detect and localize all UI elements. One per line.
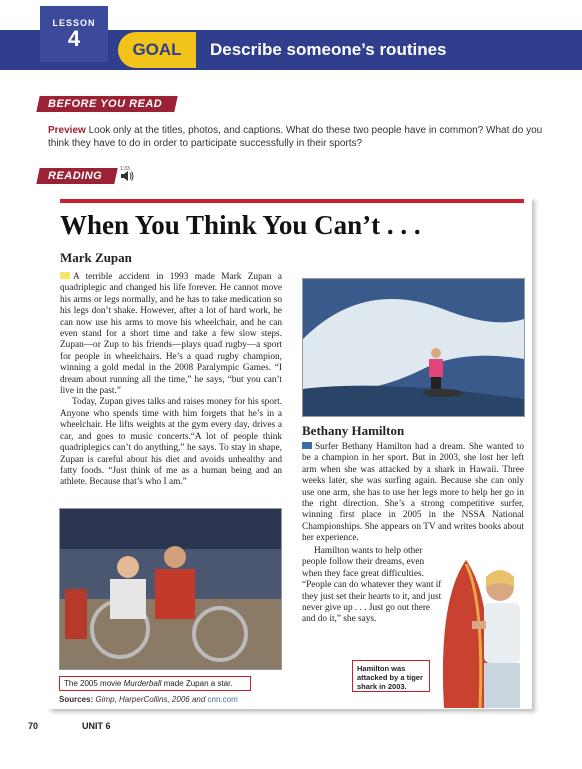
photo1-caption: The 2005 movie Murderball made Zupan a star. (59, 676, 251, 691)
before-you-read-tag (36, 96, 178, 112)
reading-tag (36, 168, 118, 184)
page-number: 70 (28, 721, 39, 731)
person2-body-continued (302, 546, 442, 626)
article-title: When You Think You Can’t . . . (60, 210, 421, 240)
preview-text (48, 124, 553, 150)
yellow-marker-icon (60, 272, 70, 279)
blue-marker-icon (302, 442, 312, 449)
lesson-label: LESSON (52, 18, 96, 28)
reading-label: READING (48, 170, 103, 182)
lesson-badge (40, 6, 108, 62)
audio-track-number: 1:33 (120, 166, 130, 172)
lesson-number: 4 (67, 26, 81, 51)
before-you-read-label: BEFORE YOU READ (48, 98, 163, 110)
person1-body (60, 272, 282, 489)
sources-label: Sources: (59, 695, 94, 704)
unit-label: UNIT 6 (82, 721, 111, 731)
speaker-icon[interactable] (120, 170, 134, 182)
person2-paragraph: Surfer Bethany Hamilton had a dream. She wanted to be a champion in her sport. But in 2003, she lost her left arm when she was attacked by a shark in Hawaii. Three weeks later, she was surfing again. Because she can only use one arm, she has to use her legs more to help her go in the right direction. She’s a strong competitive surfer, winning first place in 2005 in the NSSA National Championships. She appears on TV and writes books about her experience. (302, 442, 524, 544)
sources-line (59, 695, 238, 704)
preview-label: Preview (48, 125, 86, 136)
sources-link[interactable]: cnn.com (207, 695, 238, 704)
person1-name: Mark Zupan (60, 250, 132, 265)
goal-label: GOAL (118, 32, 196, 68)
person2-paragraph: Hamilton wants to help other people follow their dreams, even when they face great difficulties. “People can do whatever they want if they just set their hearts to it, and just never give up . . . Just go out there and do it,” she says. (302, 546, 442, 625)
person2-name: Bethany Hamilton (302, 423, 405, 438)
surfing-photo (302, 278, 525, 417)
person1-paragraph: A terrible accident in 1993 made Mark Zupan a quadriplegic and changed his life forever. He cannot move his arms or legs normally, and he has to take medication so his legs don’t shake. However, after a lot of hard work, he can now use his arms to move his wheelchair, and he can even stand for a short time and take a few slow steps. Zupan—or Zup to his friends—plays quad rugby—a sport for people in wheelchairs. He’s a quad rugby champion, winning a gold medal in the 2008 Paralympic Games. “I dream about running all the time,” he says, “but you can’t live in the past.” (60, 272, 282, 397)
photo2-caption: Hamilton was attacked by a tiger shark in 2003. (352, 660, 430, 692)
preview-body: Look only at the titles, photos, and captions. What do these two people have in common? What do you think they have to do in order to participate successfully in their sports? (48, 125, 543, 149)
article-rule (60, 199, 524, 203)
person2-body (302, 442, 524, 545)
bethany-photo (462, 565, 532, 708)
person1-paragraph: Today, Zupan gives talks and raises money for his sport. Anyone who spends time with him forgets that he’s in a wheelchair. He lifts weights at the gym every day, drives a car, and goes to music concerts.“A lot of people think quadriplegics can’t do anything,” he says. To stay in shape, Zupan is careful about his diet and avoids unhealthy and fatty foods. “Just think of me as a human being and an athlete. Because that’s who I am.” (60, 397, 282, 488)
rugby-photo (59, 508, 282, 670)
goal-text: Describe someone’s routines (210, 40, 447, 59)
sources-text: Gimp, HarperCollins, 2006 and (95, 695, 206, 704)
